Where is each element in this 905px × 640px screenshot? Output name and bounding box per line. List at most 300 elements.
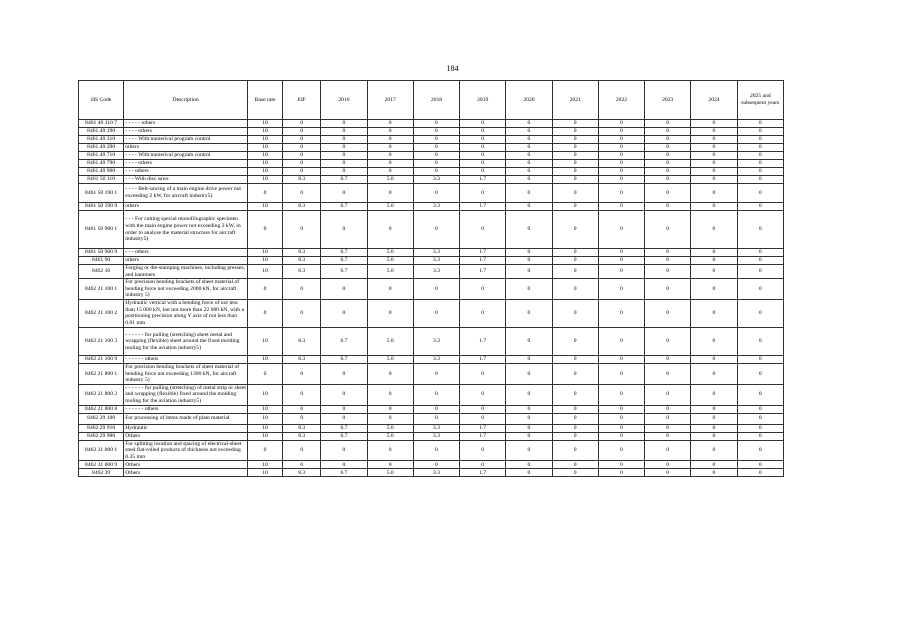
rate-cell: 0 xyxy=(247,211,282,249)
rate-cell: 0 xyxy=(552,384,598,405)
rate-cell: 0 xyxy=(367,144,413,152)
rate-cell: 0 xyxy=(283,152,321,160)
rate-cell: 0 xyxy=(552,168,598,176)
table-row xyxy=(79,279,784,300)
table-row xyxy=(79,299,784,327)
rate-cell: 0 xyxy=(283,184,321,203)
rate-cell: 0 xyxy=(552,120,598,128)
rate-cell: 0 xyxy=(552,461,598,469)
description-cell: For precision bending brackets of sheet material of bending force not exceeding 1300 kN, for aircraft industry 5) xyxy=(124,363,248,384)
rate-cell: 0 xyxy=(367,136,413,144)
table-row xyxy=(79,424,784,432)
hs-code-cell: 8462 21 800 1 xyxy=(79,363,124,384)
hs-code-cell: 8462 21 100 1 xyxy=(79,279,124,300)
rate-cell: 0 xyxy=(552,152,598,160)
rate-cell: 0 xyxy=(598,152,644,160)
rate-cell: 0 xyxy=(321,120,367,128)
column-header: EIF xyxy=(283,81,321,120)
description-cell: - - - - others xyxy=(124,128,248,136)
hs-code-cell: 8462 29 100 xyxy=(79,413,124,424)
rate-cell: 3.3 xyxy=(413,203,459,211)
rate-cell: 0 xyxy=(367,413,413,424)
rate-cell: 0 xyxy=(367,168,413,176)
rate-cell: 6.7 xyxy=(321,265,367,279)
rate-cell: 0 xyxy=(645,249,691,257)
rate-cell: 0 xyxy=(506,413,552,424)
rate-cell: 0 xyxy=(321,299,367,327)
rate-cell: 0 xyxy=(737,405,783,413)
rate-cell: 10 xyxy=(247,384,282,405)
rate-cell: 1.7 xyxy=(460,432,506,440)
table-row xyxy=(79,413,784,424)
table-row xyxy=(79,327,784,355)
rate-cell: 0 xyxy=(552,144,598,152)
rate-cell: 0 xyxy=(598,128,644,136)
rate-cell: 0 xyxy=(460,363,506,384)
rate-cell: 0 xyxy=(691,279,737,300)
rate-cell: 0 xyxy=(737,424,783,432)
rate-cell: 3.3 xyxy=(413,432,459,440)
rate-cell: 10 xyxy=(247,355,282,363)
rate-cell: 0 xyxy=(367,120,413,128)
table-row xyxy=(79,440,784,461)
rate-cell: 0 xyxy=(460,384,506,405)
rate-cell: 0 xyxy=(506,249,552,257)
rate-cell: 0 xyxy=(321,363,367,384)
rate-cell: 0 xyxy=(506,144,552,152)
column-header: 2018 xyxy=(413,81,459,120)
rate-cell: 0 xyxy=(460,405,506,413)
rate-cell: 1.7 xyxy=(460,424,506,432)
rate-cell: 0 xyxy=(506,279,552,300)
hs-code-cell: 8461 40 310 xyxy=(79,136,124,144)
rate-cell: 0 xyxy=(460,413,506,424)
description-cell: - - - others xyxy=(124,168,248,176)
rate-cell: 0 xyxy=(413,128,459,136)
rate-cell: 0 xyxy=(506,440,552,461)
rate-cell: 5.0 xyxy=(367,432,413,440)
rate-cell: 0 xyxy=(506,469,552,477)
rate-cell: 0 xyxy=(460,152,506,160)
rate-cell: 0 xyxy=(645,144,691,152)
description-cell: Forging or die-stamping machines, including presses, and hammers xyxy=(124,265,248,279)
rate-cell: 0 xyxy=(247,363,282,384)
column-header: 2022 xyxy=(598,81,644,120)
description-cell: For processing of items made of plate material xyxy=(124,413,248,424)
rate-cell: 0 xyxy=(645,136,691,144)
rate-cell: 0 xyxy=(506,128,552,136)
rate-cell: 0 xyxy=(460,461,506,469)
column-header: 2023 xyxy=(645,81,691,120)
rate-cell: 0 xyxy=(598,299,644,327)
rate-cell: 0 xyxy=(552,327,598,355)
rate-cell: 8.3 xyxy=(283,176,321,184)
rate-cell: 0 xyxy=(283,405,321,413)
rate-cell: 0 xyxy=(460,184,506,203)
rate-cell: 0 xyxy=(506,257,552,265)
table-row xyxy=(79,405,784,413)
rate-cell: 0 xyxy=(737,203,783,211)
rate-cell: 0 xyxy=(413,160,459,168)
rate-cell: 0 xyxy=(321,211,367,249)
rate-cell: 0 xyxy=(506,152,552,160)
hs-code-cell: 8461 50 900 1 xyxy=(79,211,124,249)
rate-cell: 0 xyxy=(598,203,644,211)
rate-cell: 0 xyxy=(598,144,644,152)
rate-cell: 10 xyxy=(247,152,282,160)
rate-cell: 0 xyxy=(367,384,413,405)
rate-cell: 0 xyxy=(413,299,459,327)
rate-cell: 0 xyxy=(506,405,552,413)
column-header: 2024 xyxy=(691,81,737,120)
rate-cell: 0 xyxy=(645,184,691,203)
rate-cell: 0 xyxy=(506,384,552,405)
rate-cell: 1.7 xyxy=(460,249,506,257)
rate-cell: 0 xyxy=(645,424,691,432)
rate-cell: 0 xyxy=(737,136,783,144)
rate-cell: 5.0 xyxy=(367,327,413,355)
hs-code-cell: 8461 40 390 xyxy=(79,144,124,152)
rate-cell: 10 xyxy=(247,128,282,136)
rate-cell: 10 xyxy=(247,136,282,144)
rate-cell: 0 xyxy=(691,211,737,249)
hs-code-cell: 8462 21 100 3 xyxy=(79,327,124,355)
hs-code-cell: 8462 21 100 9 xyxy=(79,355,124,363)
column-header: 2017 xyxy=(367,81,413,120)
rate-cell: 8.3 xyxy=(283,424,321,432)
rate-cell: 8.3 xyxy=(283,257,321,265)
rate-cell: 0 xyxy=(737,211,783,249)
rate-cell: 6.7 xyxy=(321,355,367,363)
rate-cell: 6.7 xyxy=(321,176,367,184)
rate-cell: 0 xyxy=(321,413,367,424)
rate-cell: 3.3 xyxy=(413,469,459,477)
rate-cell: 0 xyxy=(283,413,321,424)
rate-cell: 0 xyxy=(645,211,691,249)
rate-cell: 0 xyxy=(598,257,644,265)
rate-cell: 0 xyxy=(283,144,321,152)
rate-cell: 0 xyxy=(691,136,737,144)
rate-cell: 0 xyxy=(321,160,367,168)
rate-cell: 0 xyxy=(321,405,367,413)
table-row xyxy=(79,257,784,265)
description-cell: - - - - - - others xyxy=(124,405,248,413)
rate-cell: 10 xyxy=(247,249,282,257)
rate-cell: 0 xyxy=(506,136,552,144)
rate-cell: 0 xyxy=(552,203,598,211)
hs-code-cell: 8462 10 xyxy=(79,265,124,279)
rate-cell: 0 xyxy=(691,128,737,136)
rate-cell: 0 xyxy=(691,440,737,461)
rate-cell: 10 xyxy=(247,469,282,477)
rate-cell: 3.3 xyxy=(413,265,459,279)
rate-cell: 0 xyxy=(413,168,459,176)
rate-cell: 10 xyxy=(247,413,282,424)
rate-cell: 0 xyxy=(506,184,552,203)
rate-cell: 8.3 xyxy=(283,203,321,211)
rate-cell: 0 xyxy=(598,355,644,363)
rate-cell: 0 xyxy=(645,413,691,424)
rate-cell: 1.7 xyxy=(460,257,506,265)
rate-cell: 0 xyxy=(367,160,413,168)
rate-cell: 0 xyxy=(367,405,413,413)
table-row xyxy=(79,384,784,405)
description-cell: - - - - - others xyxy=(124,120,248,128)
rate-cell: 3.3 xyxy=(413,424,459,432)
column-header: Base rate xyxy=(247,81,282,120)
description-cell: - - - - - - for pulling (stretching) sheet metal and wrapping (flexible) sheet around the fixed molding tooling for the aviation industry5) xyxy=(124,327,248,355)
rate-cell: 10 xyxy=(247,120,282,128)
column-header: 2021 xyxy=(552,81,598,120)
description-cell: others xyxy=(124,257,248,265)
rate-cell: 0 xyxy=(691,176,737,184)
rate-cell: 0 xyxy=(645,461,691,469)
rate-cell: 10 xyxy=(247,160,282,168)
rate-cell: 0 xyxy=(506,355,552,363)
rate-cell: 0 xyxy=(691,424,737,432)
rate-cell: 0 xyxy=(645,279,691,300)
rate-cell: 0 xyxy=(737,461,783,469)
rate-cell: 1.7 xyxy=(460,469,506,477)
table-row xyxy=(79,203,784,211)
rate-cell: 0 xyxy=(413,405,459,413)
rate-cell: 0 xyxy=(691,461,737,469)
table-header xyxy=(79,81,784,120)
hs-code-cell: 8462 29 910 xyxy=(79,424,124,432)
rate-cell: 6.7 xyxy=(321,327,367,355)
rate-cell: 0 xyxy=(691,432,737,440)
rate-cell: 1.7 xyxy=(460,355,506,363)
rate-cell: 0 xyxy=(598,120,644,128)
rate-cell: 0 xyxy=(598,176,644,184)
description-cell: Hydraulic xyxy=(124,424,248,432)
description-cell: For precision bending brackets of sheet material of bending force not exceeding 2000 kN, for aircraft industry 5) xyxy=(124,279,248,300)
hs-code-cell: 8461 40 900 xyxy=(79,168,124,176)
rate-cell: 0 xyxy=(737,265,783,279)
rate-cell: 0 xyxy=(552,432,598,440)
rate-cell: 0 xyxy=(413,144,459,152)
hs-code-cell: 8462 21 100 2 xyxy=(79,299,124,327)
tariff-schedule-table xyxy=(78,80,784,477)
rate-cell: 0 xyxy=(552,160,598,168)
description-cell: - - - - With numerical program control xyxy=(124,152,248,160)
table-row xyxy=(79,265,784,279)
rate-cell: 0 xyxy=(598,168,644,176)
rate-cell: 0 xyxy=(413,152,459,160)
rate-cell: 0 xyxy=(460,440,506,461)
rate-cell: 6.7 xyxy=(321,257,367,265)
description-cell: - - - - - - others xyxy=(124,355,248,363)
rate-cell: 5.0 xyxy=(367,257,413,265)
rate-cell: 0 xyxy=(598,413,644,424)
table-row xyxy=(79,432,784,440)
rate-cell: 0 xyxy=(321,168,367,176)
rate-cell: 0 xyxy=(367,299,413,327)
rate-cell: 0 xyxy=(321,128,367,136)
rate-cell: 0 xyxy=(691,363,737,384)
rate-cell: 0 xyxy=(737,327,783,355)
rate-cell: 0 xyxy=(367,211,413,249)
description-cell: - - - - Belt-sawing of a main engine drive power not exceeding 2 kW, for aircraft industry5) xyxy=(124,184,248,203)
rate-cell: 6.7 xyxy=(321,469,367,477)
rate-cell: 1.7 xyxy=(460,203,506,211)
rate-cell: 0 xyxy=(283,461,321,469)
rate-cell: 0 xyxy=(283,160,321,168)
rate-cell: 10 xyxy=(247,424,282,432)
rate-cell: 0 xyxy=(506,211,552,249)
rate-cell: 6.7 xyxy=(321,249,367,257)
rate-cell: 0 xyxy=(552,405,598,413)
rate-cell: 0 xyxy=(460,299,506,327)
hs-code-cell: 8462 31 000 1 xyxy=(79,440,124,461)
rate-cell: 10 xyxy=(247,203,282,211)
rate-cell: 0 xyxy=(506,176,552,184)
description-cell: Others xyxy=(124,469,248,477)
rate-cell: 0 xyxy=(598,249,644,257)
description-cell: - - - With disc saws xyxy=(124,176,248,184)
rate-cell: 6.7 xyxy=(321,432,367,440)
rate-cell: 0 xyxy=(283,168,321,176)
rate-cell: 0 xyxy=(413,440,459,461)
rate-cell: 6.7 xyxy=(321,203,367,211)
rate-cell: 0 xyxy=(283,279,321,300)
rate-cell: 0 xyxy=(552,355,598,363)
rate-cell: 0 xyxy=(737,384,783,405)
table-body xyxy=(79,120,784,477)
rate-cell: 0 xyxy=(691,144,737,152)
column-header: 2019 xyxy=(460,81,506,120)
rate-cell: 0 xyxy=(506,327,552,355)
rate-cell: 0 xyxy=(413,363,459,384)
rate-cell: 5.0 xyxy=(367,203,413,211)
table-row xyxy=(79,152,784,160)
rate-cell: 0 xyxy=(691,184,737,203)
description-cell: - - - - With numerical program control xyxy=(124,136,248,144)
table-row xyxy=(79,363,784,384)
rate-cell: 0 xyxy=(552,176,598,184)
rate-cell: 0 xyxy=(598,432,644,440)
hs-code-cell: 8461 40 790 xyxy=(79,160,124,168)
rate-cell: 0 xyxy=(283,363,321,384)
rate-cell: 0 xyxy=(598,363,644,384)
description-cell: For splitting location and spacing of electrical-sheet steel flat-rolled products of thickness not exceeding 0.35 mm xyxy=(124,440,248,461)
rate-cell: 0 xyxy=(506,203,552,211)
rate-cell: 0 xyxy=(737,160,783,168)
rate-cell: 0 xyxy=(552,440,598,461)
hs-code-cell: 8462 21 800 2 xyxy=(79,384,124,405)
column-header: 2025 and subsequent years xyxy=(737,81,783,120)
rate-cell: 0 xyxy=(737,176,783,184)
rate-cell: 5.0 xyxy=(367,355,413,363)
rate-cell: 0 xyxy=(552,424,598,432)
rate-cell: 8.3 xyxy=(283,249,321,257)
rate-cell: 0 xyxy=(737,152,783,160)
hs-code-cell: 8461 40 110 7 xyxy=(79,120,124,128)
rate-cell: 0 xyxy=(552,249,598,257)
rate-cell: 5.0 xyxy=(367,424,413,432)
rate-cell: 0 xyxy=(691,384,737,405)
rate-cell: 0 xyxy=(691,327,737,355)
rate-cell: 0 xyxy=(321,461,367,469)
rate-cell: 0 xyxy=(737,257,783,265)
rate-cell: 0 xyxy=(737,249,783,257)
rate-cell: 0 xyxy=(283,120,321,128)
rate-cell: 0 xyxy=(321,184,367,203)
rate-cell: 8.3 xyxy=(283,327,321,355)
table-row xyxy=(79,176,784,184)
rate-cell: 0 xyxy=(367,461,413,469)
rate-cell: 0 xyxy=(460,211,506,249)
rate-cell: 0 xyxy=(645,120,691,128)
column-header: HS Code xyxy=(79,81,124,120)
table-row xyxy=(79,128,784,136)
rate-cell: 0 xyxy=(737,355,783,363)
table-row xyxy=(79,211,784,249)
rate-cell: 0 xyxy=(413,413,459,424)
rate-cell: 3.3 xyxy=(413,327,459,355)
rate-cell: 0 xyxy=(283,384,321,405)
rate-cell: 0 xyxy=(645,384,691,405)
table-row xyxy=(79,144,784,152)
rate-cell: 5.0 xyxy=(367,469,413,477)
rate-cell: 0 xyxy=(321,384,367,405)
rate-cell: 0 xyxy=(645,176,691,184)
rate-cell: 0 xyxy=(506,299,552,327)
rate-cell: 0 xyxy=(691,203,737,211)
description-cell: - - - For cutting special monofilographic specimen with the main engine power not exceeding 2 kW, in order to analyse the material structure for aircraft industry5) xyxy=(124,211,248,249)
table-row xyxy=(79,184,784,203)
rate-cell: 0 xyxy=(283,440,321,461)
rate-cell: 0 xyxy=(506,424,552,432)
rate-cell: 0 xyxy=(598,461,644,469)
rate-cell: 10 xyxy=(247,405,282,413)
rate-cell: 0 xyxy=(691,152,737,160)
rate-cell: 0 xyxy=(598,279,644,300)
table-row xyxy=(79,168,784,176)
table-row xyxy=(79,355,784,363)
page-number: 184 xyxy=(446,64,459,73)
rate-cell: 0 xyxy=(283,211,321,249)
description-cell: Others xyxy=(124,432,248,440)
table-row xyxy=(79,160,784,168)
rate-cell: 0 xyxy=(367,279,413,300)
rate-cell: 0 xyxy=(413,279,459,300)
description-cell: - - - - - - for pulling (stretching) of metal strip or sheet and wrapping (flexible) fixed around the molding tooling for the aviation industry5) xyxy=(125,384,246,404)
rate-cell: 0 xyxy=(598,160,644,168)
rate-cell: 10 xyxy=(247,461,282,469)
rate-cell: 0 xyxy=(321,152,367,160)
column-header: Description xyxy=(124,81,248,120)
rate-cell: 0 xyxy=(691,160,737,168)
rate-cell: 0 xyxy=(737,128,783,136)
rate-cell: 10 xyxy=(247,176,282,184)
rate-cell: 0 xyxy=(552,211,598,249)
rate-cell: 0 xyxy=(552,136,598,144)
rate-cell: 0 xyxy=(506,461,552,469)
rate-cell: 0 xyxy=(737,432,783,440)
rate-cell: 0 xyxy=(247,299,282,327)
rate-cell: 1.7 xyxy=(460,265,506,279)
rate-cell: 0 xyxy=(645,405,691,413)
hs-code-cell: 8461 50 900 9 xyxy=(79,249,124,257)
rate-cell: 0 xyxy=(552,279,598,300)
rate-cell: 0 xyxy=(691,249,737,257)
hs-code-cell: 8462 21 800 8 xyxy=(79,405,124,413)
rate-cell: 0 xyxy=(598,136,644,144)
rate-cell: 0 xyxy=(247,184,282,203)
table-row xyxy=(79,461,784,469)
hs-code-cell: 8461 40 710 xyxy=(79,152,124,160)
